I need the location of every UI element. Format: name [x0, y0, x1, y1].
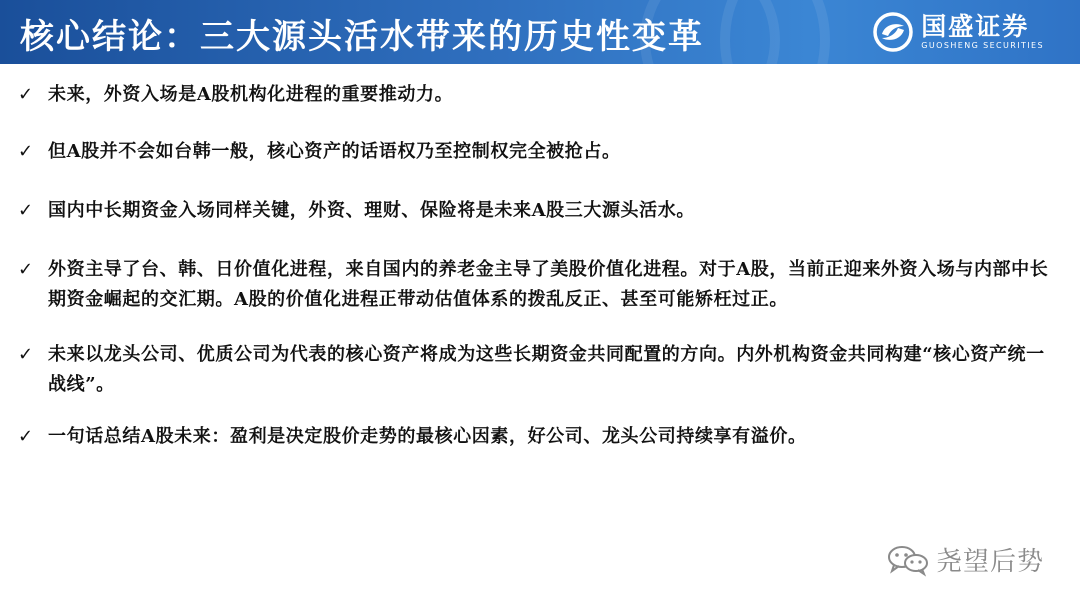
slide-header	[0, 0, 1080, 64]
list-item-text: 但A股并不会如台韩一般，核心资产的话语权乃至控制权完全被抢占。	[48, 141, 621, 162]
list-item	[18, 196, 1058, 226]
checkmark-icon: ✓	[18, 259, 34, 280]
list-item-text: 一句话总结A股未来：盈利是决定股价走势的最核心因素，好公司、龙头公司持续享有溢价。	[48, 426, 807, 447]
list-item	[18, 137, 1058, 167]
list-item	[18, 422, 1058, 452]
checkmark-icon: ✓	[18, 344, 34, 365]
list-item-text: 未来以龙头公司、优质公司为代表的核心资产将成为这些长期资金共同配置的方向。内外机构资金共同构建“核心资产统一战线”。	[48, 344, 1045, 395]
checkmark-icon: ✓	[18, 200, 34, 221]
company-logo	[873, 8, 1044, 56]
checkmark-icon: ✓	[18, 141, 34, 162]
header-decoration	[720, 0, 830, 64]
wechat-icon	[886, 543, 930, 577]
list-item-text: 外资主导了台、韩、日价值化进程，来自国内的养老金主导了美股价值化进程。对于A股，当前正迎来外资入场与内部中长期资金崛起的交汇期。A股的价值化进程正带动估值体系的拨乱反正、甚至可能矫枉过正。	[48, 259, 1049, 310]
wechat-watermark	[886, 541, 1044, 578]
logo-subtitle: GUOSHENG SECURITIES	[921, 41, 1044, 50]
logo-name: 国盛证券	[921, 12, 1030, 41]
list-item-text: 未来，外资入场是A股机构化进程的重要推动力。	[48, 84, 454, 105]
list-item	[18, 340, 1058, 400]
list-item	[18, 80, 1058, 110]
checkmark-icon: ✓	[18, 426, 34, 447]
slide-title: 核心结论：三大源头活水带来的历史性变革	[20, 17, 704, 57]
checkmark-icon: ✓	[18, 84, 34, 105]
watermark-text: 尧望后势	[935, 547, 1044, 577]
list-item	[18, 255, 1058, 315]
guosheng-logo-icon	[873, 12, 913, 52]
list-item-text: 国内中长期资金入场同样关键，外资、理财、保险将是未来A股三大源头活水。	[48, 200, 695, 221]
